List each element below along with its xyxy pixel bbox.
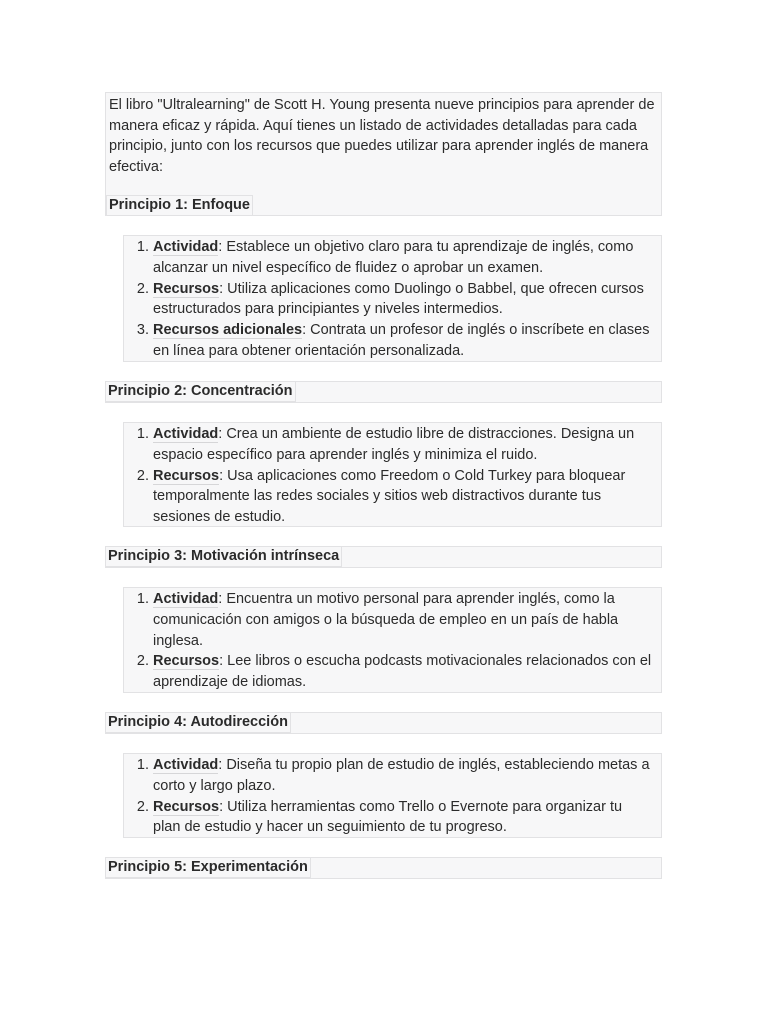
item-text: : Encuentra un motivo personal para aprender inglés, como la comunicación con amigos o la búsqueda de empleo en un país de habla inglesa. (153, 591, 619, 649)
principle-2-heading: Principio 2: Concentración (105, 381, 296, 402)
principle-4-heading-bar (105, 712, 662, 734)
item-term: Recursos (153, 467, 220, 484)
list-item (153, 237, 661, 279)
principle-4-list (123, 753, 662, 838)
list-item (153, 320, 661, 362)
list-item (153, 651, 661, 693)
principle-3-heading-bar (105, 546, 662, 568)
principle-5-heading: Principio 5: Experimentación (105, 857, 311, 878)
item-text: : Utiliza aplicaciones como Duolingo o Babbel, que ofrecen cursos estructurados para principiantes y niveles intermedios. (153, 280, 644, 318)
item-text: : Usa aplicaciones como Freedom o Cold Turkey para bloquear temporalmente las redes sociales y sitios web distractivos durante tus sesiones de estudio. (153, 467, 626, 526)
intro-block (105, 92, 662, 216)
item-text: : Crea un ambiente de estudio libre de distracciones. Designa un espacio específico para aprender inglés y minimiza el ruido. (153, 426, 635, 463)
item-text: : Lee libros o escucha podcasts motivacionales relacionados con el aprendizaje de idiomas. (153, 653, 652, 691)
intro-paragraph: El libro "Ultralearning" de Scott H. Young presenta nueve principios para aprender de manera eficaz y rápida. Aquí tienes un listado de actividades detalladas para cada principio, junto con los recursos que puedes utilizar para aprender inglés de manera efectiva: (109, 97, 655, 175)
principle-2-list (123, 422, 662, 527)
list-item (153, 279, 661, 321)
item-term: Recursos (153, 798, 220, 815)
item-text: : Contrata un profesor de inglés o inscríbete en clases en línea para obtener orientación personalizada. (153, 322, 650, 359)
list-item (153, 755, 661, 797)
item-term: Actividad (153, 426, 219, 442)
item-term: Actividad (153, 239, 219, 255)
list-item (153, 424, 661, 466)
principle-3-list (123, 587, 662, 693)
item-term: Recursos (153, 653, 220, 670)
item-text: : Establece un objetivo claro para tu aprendizaje de inglés, como alcanzar un nivel específico de fluidez o aprobar un examen. (153, 239, 634, 276)
principle-5-heading-bar (105, 857, 662, 879)
item-term: Recursos (153, 280, 220, 297)
item-text: : Diseña tu propio plan de estudio de inglés, estableciendo metas a corto y largo plazo. (153, 757, 650, 794)
list-item (153, 466, 661, 528)
item-term: Actividad (153, 757, 219, 773)
principle-2-heading-bar (105, 381, 662, 403)
principle-4-heading: Principio 4: Autodirección (105, 712, 291, 733)
list-item (153, 589, 661, 651)
principle-1-heading: Principio 1: Enfoque (106, 195, 253, 216)
list-item (153, 797, 661, 839)
item-term: Recursos adicionales (153, 322, 303, 339)
principle-3-heading: Principio 3: Motivación intrínseca (105, 546, 342, 567)
item-text: : Utiliza herramientas como Trello o Evernote para organizar tu plan de estudio y hacer un seguimiento de tu progreso. (153, 798, 623, 836)
item-term: Actividad (153, 591, 219, 607)
principle-1-list (123, 235, 662, 362)
